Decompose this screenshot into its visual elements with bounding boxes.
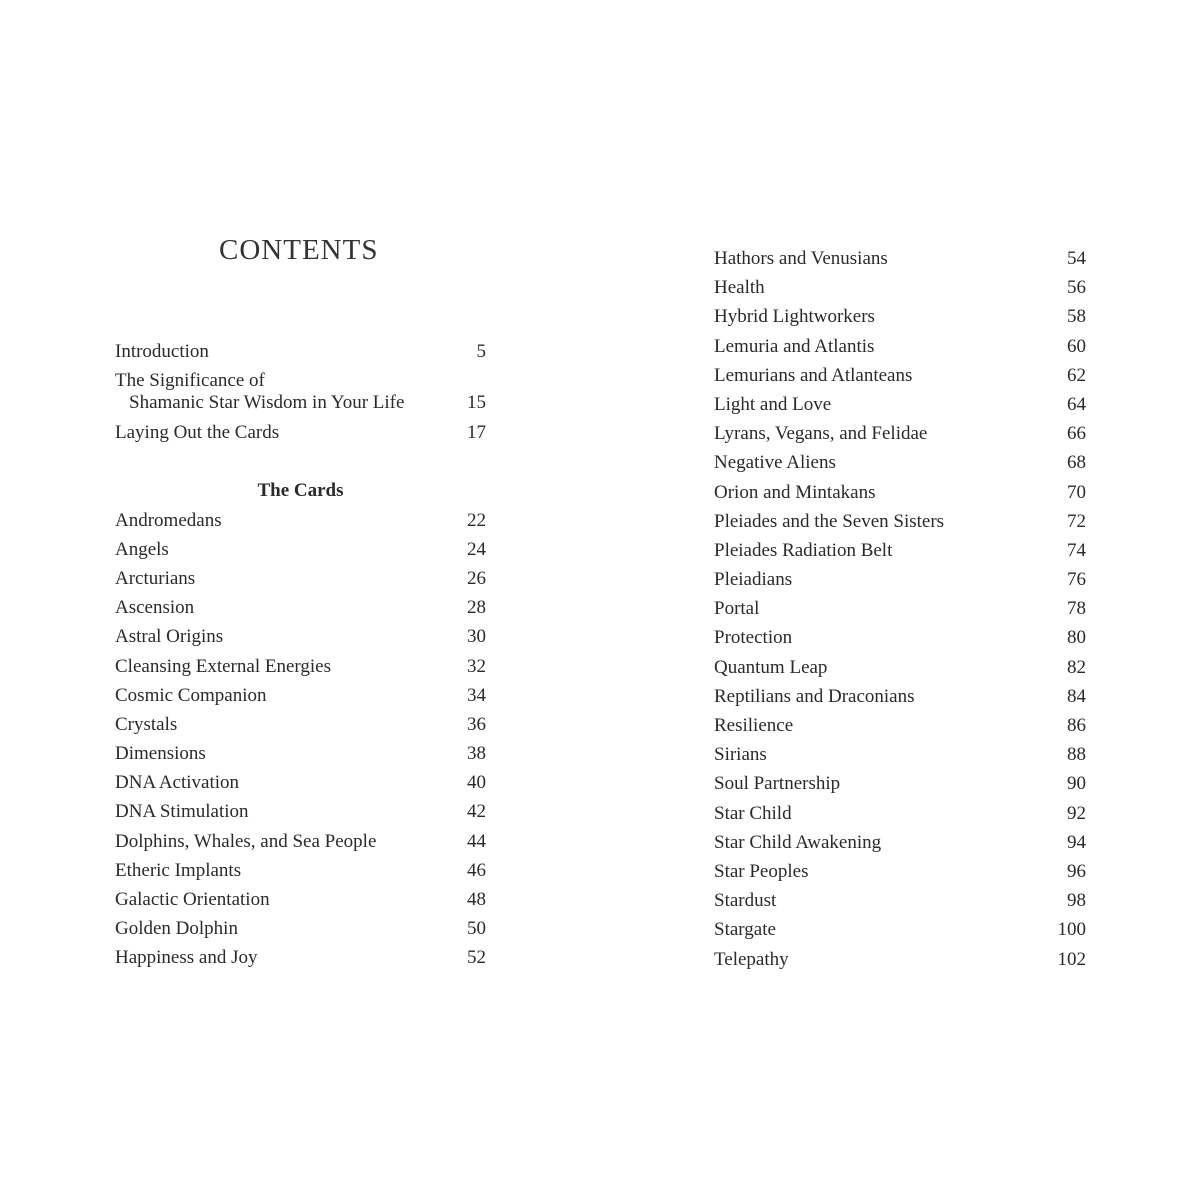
card-list-left bbox=[115, 506, 486, 973]
toc-entry-title: Hybrid Lightworkers bbox=[714, 306, 875, 328]
contents-right-column bbox=[714, 244, 1086, 974]
toc-entry-page: 92 bbox=[1067, 802, 1086, 824]
toc-entry[interactable] bbox=[714, 623, 1086, 652]
toc-entry-page: 74 bbox=[1067, 539, 1086, 561]
toc-entry[interactable] bbox=[115, 622, 486, 651]
toc-entry[interactable] bbox=[115, 914, 486, 943]
toc-entry-title: Lemuria and Atlantis bbox=[714, 335, 875, 357]
toc-entry[interactable] bbox=[115, 768, 486, 797]
section-heading bbox=[115, 476, 486, 505]
toc-entry[interactable] bbox=[714, 740, 1086, 769]
toc-entry-title: Astral Origins bbox=[115, 626, 224, 648]
toc-entry[interactable] bbox=[714, 915, 1086, 944]
toc-entry[interactable] bbox=[714, 799, 1086, 828]
toc-entry[interactable] bbox=[714, 302, 1086, 331]
toc-entry-page: 68 bbox=[1067, 452, 1086, 474]
toc-entry-page: 76 bbox=[1067, 569, 1086, 591]
toc-entry-title: Arcturians bbox=[115, 567, 196, 589]
toc-entry-page: 34 bbox=[467, 684, 486, 706]
toc-entry[interactable] bbox=[714, 419, 1086, 448]
toc-entry-page: 48 bbox=[467, 889, 486, 910]
toc-entry-title: Galactic Orientation bbox=[115, 889, 270, 910]
toc-entry-title: Lemurians and Atlanteans bbox=[714, 364, 913, 386]
toc-entry[interactable] bbox=[115, 366, 486, 418]
toc-entry-page: 17 bbox=[467, 422, 486, 444]
toc-entry[interactable] bbox=[714, 448, 1086, 477]
toc-entry[interactable] bbox=[714, 332, 1086, 361]
toc-entry-page: 42 bbox=[467, 801, 486, 823]
toc-entry-page: 96 bbox=[1067, 860, 1086, 882]
toc-entry-title: DNA Stimulation bbox=[115, 801, 249, 823]
toc-entry[interactable] bbox=[714, 769, 1086, 798]
toc-entry-title: Sirians bbox=[714, 744, 767, 766]
toc-entry[interactable] bbox=[714, 507, 1086, 536]
toc-entry-page: 64 bbox=[1067, 393, 1086, 415]
toc-entry-page: 32 bbox=[467, 655, 486, 677]
toc-entry[interactable] bbox=[115, 418, 486, 447]
toc-entry-title: Golden Dolphin bbox=[115, 918, 238, 940]
contents-title: CONTENTS bbox=[219, 234, 379, 266]
toc-entry-title: Andromedans bbox=[115, 509, 222, 531]
toc-entry-title: Light and Love bbox=[714, 393, 832, 415]
toc-entry[interactable] bbox=[115, 827, 486, 856]
toc-entry-title-line2: Shamanic Star Wisdom in Your Life bbox=[129, 392, 405, 414]
toc-entry-page: 78 bbox=[1067, 598, 1086, 620]
toc-entry[interactable] bbox=[714, 536, 1086, 565]
toc-entry[interactable] bbox=[115, 797, 486, 826]
toc-entry-title: Lyrans, Vegans, and Felidae bbox=[714, 423, 928, 445]
toc-entry-page: 88 bbox=[1067, 744, 1086, 766]
toc-entry-page: 94 bbox=[1067, 831, 1086, 853]
toc-entry[interactable] bbox=[714, 565, 1086, 594]
toc-entry-page: 22 bbox=[467, 509, 486, 531]
toc-entry-title: Telepathy bbox=[714, 948, 789, 970]
toc-entry-title: Introduction bbox=[115, 341, 209, 362]
toc-entry-title: Negative Aliens bbox=[714, 452, 836, 474]
section-spacer bbox=[115, 447, 486, 476]
toc-entry-title: Star Peoples bbox=[714, 860, 809, 882]
toc-entry[interactable] bbox=[115, 856, 486, 885]
toc-entry[interactable] bbox=[115, 337, 486, 366]
toc-entry-page: 102 bbox=[1057, 948, 1086, 970]
toc-entry-title: Cosmic Companion bbox=[115, 684, 267, 706]
toc-entry-title: Pleiades Radiation Belt bbox=[714, 539, 893, 561]
toc-entry-title: Crystals bbox=[115, 713, 178, 735]
toc-entry-title: Pleiadians bbox=[714, 569, 793, 591]
toc-entry[interactable] bbox=[714, 478, 1086, 507]
toc-entry-title: Portal bbox=[714, 598, 760, 620]
toc-entry[interactable] bbox=[115, 535, 486, 564]
toc-entry-page: 84 bbox=[1067, 685, 1086, 707]
toc-entry-title: Star Child bbox=[714, 802, 792, 824]
toc-entry[interactable] bbox=[115, 739, 486, 768]
toc-entry-page: 82 bbox=[1067, 656, 1086, 678]
toc-entry-title: Protection bbox=[714, 627, 793, 649]
toc-entry[interactable] bbox=[115, 506, 486, 535]
toc-entry-title: Resilience bbox=[714, 715, 794, 736]
toc-entry[interactable] bbox=[714, 390, 1086, 419]
toc-entry-title: Hathors and Venusians bbox=[714, 248, 888, 269]
toc-entry-title: Soul Partnership bbox=[714, 773, 841, 795]
toc-entry-title: Star Child Awakening bbox=[714, 831, 882, 853]
toc-entry-title: Ascension bbox=[115, 597, 195, 619]
toc-entry-page: 52 bbox=[467, 947, 486, 969]
toc-entry-page: 26 bbox=[467, 567, 486, 589]
toc-entry[interactable] bbox=[714, 653, 1086, 682]
contents-left-column bbox=[115, 337, 486, 973]
toc-entry-title: Happiness and Joy bbox=[115, 947, 258, 969]
toc-entry[interactable] bbox=[714, 682, 1086, 711]
toc-entry[interactable] bbox=[714, 244, 1086, 273]
toc-entry-page: 54 bbox=[1067, 248, 1086, 269]
toc-entry[interactable] bbox=[115, 943, 486, 972]
toc-entry-title: Cleansing External Energies bbox=[115, 655, 331, 677]
toc-entry-title: Pleiades and the Seven Sisters bbox=[714, 510, 945, 532]
toc-entry-title: Dolphins, Whales, and Sea People bbox=[115, 830, 377, 852]
toc-entry-page: 15 bbox=[467, 392, 486, 414]
toc-entry-title-line1: The Significance of bbox=[115, 370, 265, 392]
toc-entry-title: Stardust bbox=[714, 890, 777, 912]
toc-entry-title: Reptilians and Draconians bbox=[714, 685, 915, 707]
toc-entry-page: 5 bbox=[476, 341, 486, 362]
toc-entry-title: Orion and Mintakans bbox=[714, 481, 876, 503]
toc-entry-page: 50 bbox=[467, 918, 486, 940]
toc-entry[interactable] bbox=[714, 886, 1086, 915]
toc-entry-title: Laying Out the Cards bbox=[115, 422, 280, 444]
toc-entry-page: 62 bbox=[1067, 364, 1086, 386]
toc-entry[interactable] bbox=[714, 594, 1086, 623]
toc-entry[interactable] bbox=[115, 652, 486, 681]
toc-entry-page: 40 bbox=[467, 772, 486, 794]
toc-entry-title: Health bbox=[714, 277, 765, 299]
toc-entry-page: 90 bbox=[1067, 773, 1086, 795]
section-heading-text: The Cards bbox=[257, 480, 344, 502]
toc-entry[interactable] bbox=[714, 361, 1086, 390]
toc-entry[interactable] bbox=[115, 885, 486, 914]
toc-entry[interactable] bbox=[714, 711, 1086, 740]
toc-entry-page: 86 bbox=[1067, 715, 1086, 736]
toc-entry-page: 24 bbox=[467, 538, 486, 560]
toc-entry-page: 100 bbox=[1057, 919, 1086, 941]
toc-entry-page: 72 bbox=[1067, 510, 1086, 532]
toc-entry-title: DNA Activation bbox=[115, 772, 240, 794]
toc-entry-title: Etheric Implants bbox=[115, 859, 242, 881]
toc-entry-page: 44 bbox=[467, 830, 486, 852]
card-list-right bbox=[714, 244, 1086, 974]
toc-entry-page: 38 bbox=[467, 743, 486, 765]
toc-entry-page: 80 bbox=[1067, 627, 1086, 649]
toc-entry-page: 30 bbox=[467, 626, 486, 648]
toc-entry[interactable] bbox=[115, 681, 486, 710]
toc-entry-page: 58 bbox=[1067, 306, 1086, 328]
toc-entry-page: 46 bbox=[467, 859, 486, 881]
toc-entry-page: 36 bbox=[467, 713, 486, 735]
toc-entry-page: 70 bbox=[1067, 481, 1086, 503]
toc-entry[interactable] bbox=[115, 593, 486, 622]
toc-entry[interactable] bbox=[714, 945, 1086, 974]
toc-entry-title: Dimensions bbox=[115, 743, 206, 765]
toc-entry-title: Quantum Leap bbox=[714, 656, 828, 678]
toc-entry-title: Angels bbox=[115, 538, 169, 560]
toc-entry-page: 60 bbox=[1067, 335, 1086, 357]
toc-entry-title: Stargate bbox=[714, 919, 776, 941]
toc-entry[interactable] bbox=[115, 564, 486, 593]
toc-entry-page: 28 bbox=[467, 597, 486, 619]
toc-entry-page: 98 bbox=[1067, 890, 1086, 912]
toc-entry-page: 56 bbox=[1067, 277, 1086, 299]
toc-entry-page: 66 bbox=[1067, 423, 1086, 445]
toc-entry[interactable] bbox=[714, 857, 1086, 886]
toc-entry[interactable] bbox=[115, 710, 486, 739]
toc-entry[interactable] bbox=[714, 273, 1086, 302]
toc-entry[interactable] bbox=[714, 828, 1086, 857]
